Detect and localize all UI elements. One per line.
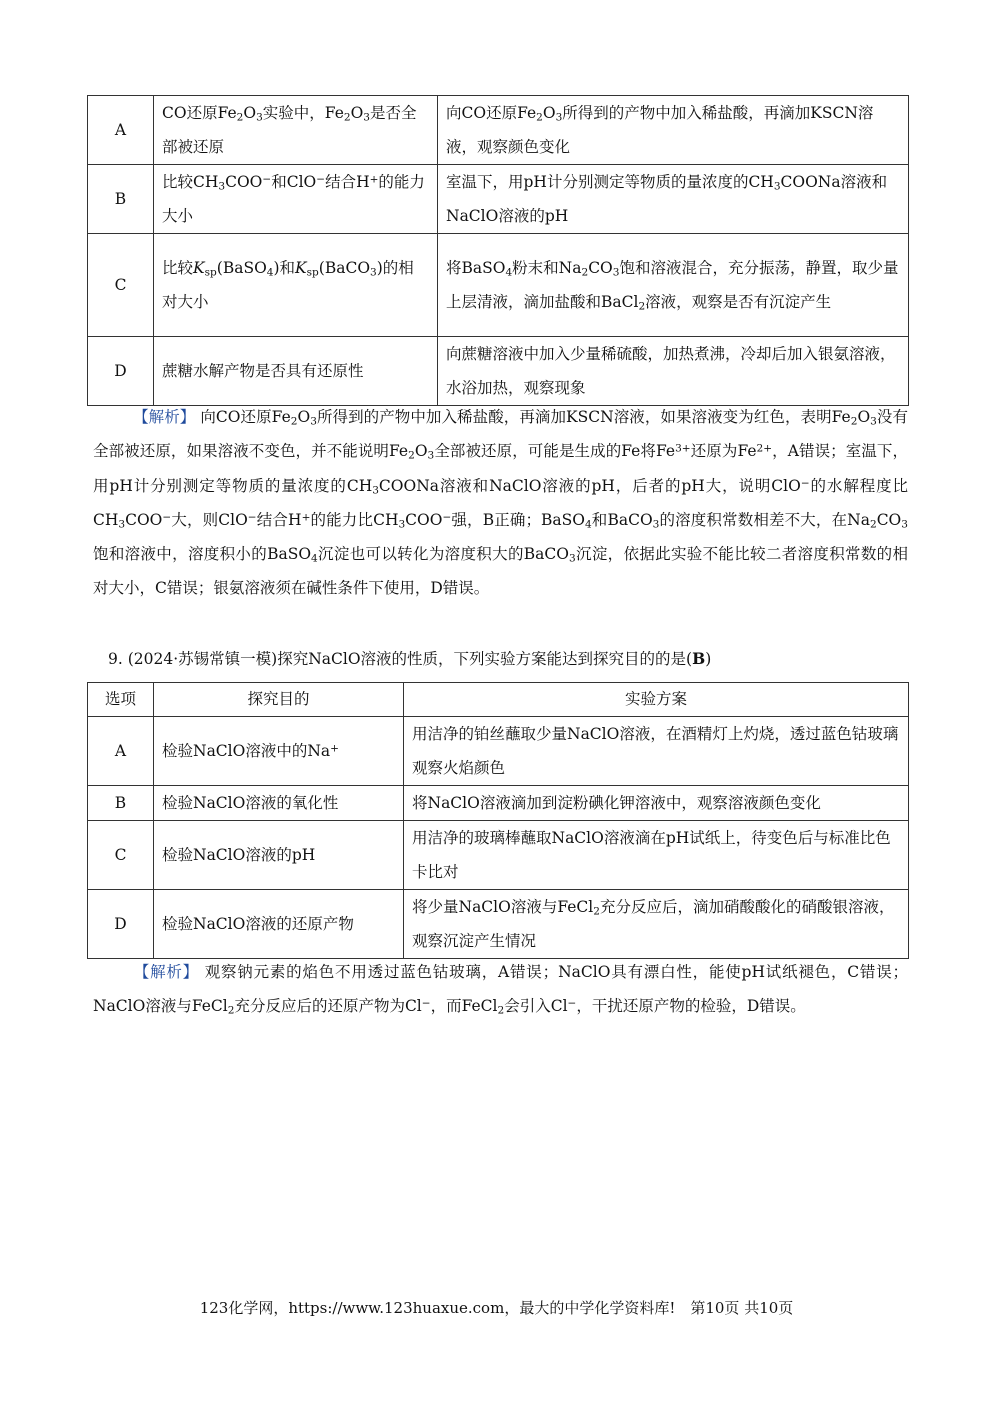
option-cell: B (88, 786, 154, 821)
purpose-cell: 检验NaClO溶液的氧化性 (154, 786, 404, 821)
analysis-tag: 【解析】 (133, 408, 196, 426)
table-row (88, 96, 909, 165)
analysis-tag: 【解析】 (133, 963, 199, 981)
table-header-row (88, 683, 909, 717)
plan-cell: 将NaClO溶液滴加到淀粉碘化钾溶液中，观察溶液颜色变化 (404, 786, 909, 821)
header-cell: 实验方案 (404, 683, 909, 717)
table-row (88, 234, 909, 337)
question-9: 9. (2024·苏锡常镇一模)探究NaClO溶液的性质，下列实验方案能达到探究目的的是(B) (108, 649, 712, 668)
table-row (88, 165, 909, 234)
option-cell: A (88, 717, 154, 786)
experiment-table-2 (87, 682, 909, 959)
analysis-paragraph-2: 【解析】 观察钠元素的焰色不用透过蓝色钴玻璃，A错误；NaClO具有漂白性，能使pH试纸褪色，C错误；NaClO溶液与FeCl$_2$充分反应后的还原产物为Cl−，而FeCl$_2$会引入Cl−，干扰还原产物的检验，D错误。 (93, 963, 908, 1017)
plan-cell: 将BaSO$_4$粉末和$Na_2CO_3$饱和溶液混合，充分振荡，静置，取少量上层清液，滴加盐酸和BaCl$_2$溶液，观察是否有沉淀产生 (438, 234, 909, 337)
option-cell: D (88, 890, 154, 959)
question-number: 9. (108, 650, 123, 668)
table-row (88, 786, 909, 821)
purpose-cell: 检验NaClO溶液的还原产物 (154, 890, 404, 959)
question-stem: 探究NaClO溶液的性质，下列实验方案能达到探究目的的是 (277, 650, 687, 668)
plan-cell: 用洁净的玻璃棒蘸取NaClO溶液滴在pH试纸上，待变色后与标准比色卡比对 (404, 821, 909, 890)
option-cell: C (88, 234, 154, 337)
plan-cell: 室温下，用pH计分别测定等物质的量浓度的$CH_3COONa$溶液和NaClO溶液的pH (438, 165, 909, 234)
experiment-table-1 (87, 95, 909, 406)
purpose-cell: CO还原$Fe_2O_3$实验中，$Fe_2O_3$是否全部被还原 (154, 96, 438, 165)
page-footer: 123化学网，https://www.123huaxue.com，最大的中学化学资料库! 第10页 共10页 (199, 1299, 794, 1317)
purpose-cell: 检验NaClO溶液中的Na+ (154, 717, 404, 786)
table-row (88, 337, 909, 406)
option-cell: D (88, 337, 154, 406)
purpose-cell: 检验NaClO溶液的pH (154, 821, 404, 890)
option-cell: A (88, 96, 154, 165)
table-row (88, 717, 909, 786)
question-source: (2024·苏锡常镇一模) (127, 650, 278, 668)
table-row (88, 821, 909, 890)
analysis-paragraph-1: 【解析】 向CO还原$Fe_2O_3$所得到的产物中加入稀盐酸，再滴加KSCN溶液，如果溶液变为红色，表明$Fe_2O_3$没有全部被还原，如果溶液不变色，并不能说明$Fe_2O_3$全部被还原，可能是生成的Fe将$Fe^{3+}$还原为$Fe^{2+}$，A错误；室温下，用pH计分别测定等物质的量浓度的$CH_3COONa$溶液和NaClO溶液的pH，后者的pH大，说明ClO−的水解程度比$CH_3COO^-$大，则ClO−结合H+的能力比$CH_3COO^-$强，B正确；BaSO$_4$和BaCO$_3$的溶度积常数相差不大，在$Na_2CO_3$饱和溶液中，溶度积小的BaSO$_4$沉淀也可以转化为溶度积大的BaCO$_3$沉淀，依据此实验不能比较二者溶度积常数的相对大小，C错误；银氨溶液须在碱性条件下使用，D错误。 (93, 408, 908, 598)
header-cell: 探究目的 (154, 683, 404, 717)
header-cell: 选项 (88, 683, 154, 717)
table-row (88, 890, 909, 959)
purpose-cell: 比较$K_{sp}(BaSO_4)$和$K_{sp}(BaCO_3)$的相对大小 (154, 234, 438, 337)
plan-cell: 向蔗糖溶液中加入少量稀硫酸，加热煮沸，冷却后加入银氨溶液，水浴加热，观察现象 (438, 337, 909, 406)
plan-cell: 将少量NaClO溶液与FeCl$_2$充分反应后，滴加硝酸酸化的硝酸银溶液，观察沉淀产生情况 (404, 890, 909, 959)
question-answer: B (692, 649, 706, 668)
plan-cell: 向CO还原$Fe_2O_3$所得到的产物中加入稀盐酸，再滴加KSCN溶液，观察颜色变化 (438, 96, 909, 165)
purpose-cell: 蔗糖水解产物是否具有还原性 (154, 337, 438, 406)
purpose-cell: 比较$CH_3COO^-$和ClO−结合H+的能力大小 (154, 165, 438, 234)
plan-cell: 用洁净的铂丝蘸取少量NaClO溶液，在酒精灯上灼烧，透过蓝色钴玻璃观察火焰颜色 (404, 717, 909, 786)
option-cell: B (88, 165, 154, 234)
option-cell: C (88, 821, 154, 890)
